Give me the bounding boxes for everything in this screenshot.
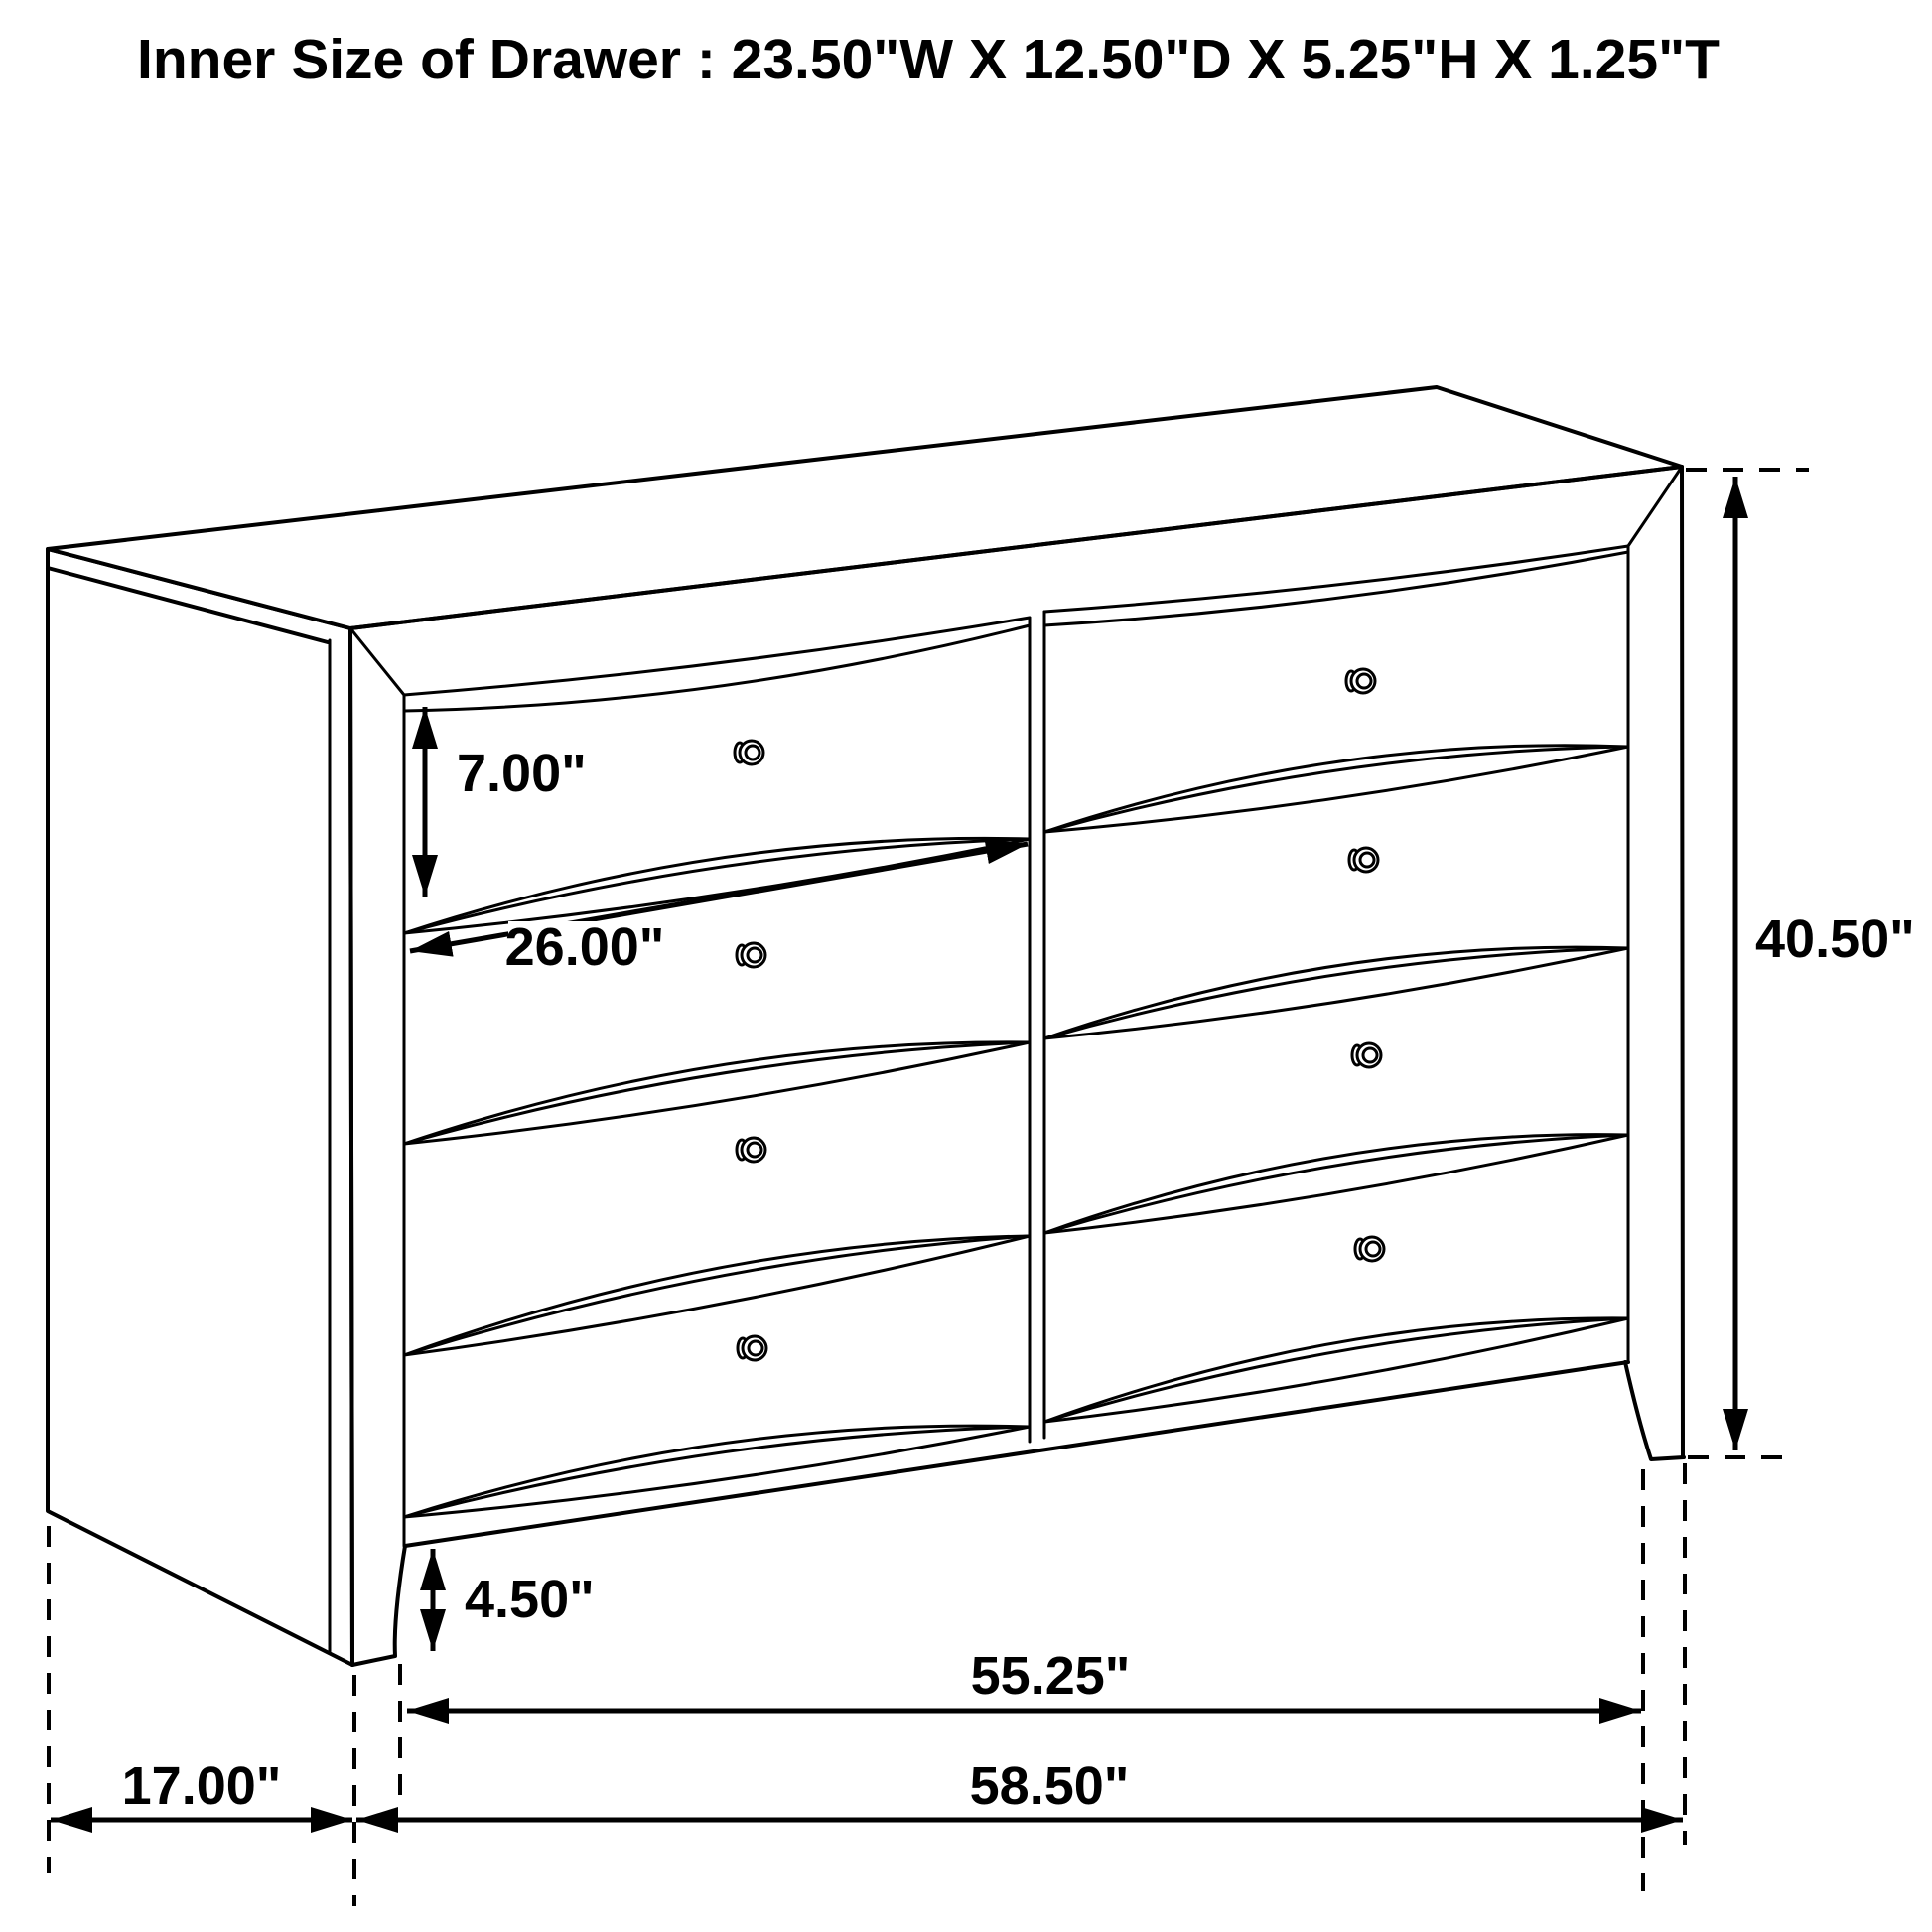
front-right-foot [1625,1362,1684,1459]
bevel-top-left [350,628,404,695]
right-col-divider2-inner-arc [1044,948,1628,1038]
bevel-top-right [1628,467,1682,546]
knob-icon [737,1138,765,1162]
right-col-divider3-upper-arc [1044,1135,1628,1233]
dresser-top-face [48,387,1682,628]
left-col-bottom-inner-arc [404,1427,1030,1517]
right-col-row1-top-inner-edge [1044,552,1628,625]
left-col-divider2-inner-arc [404,1042,1030,1144]
dim-overall-height [1686,470,1915,1457]
front-frame-left-edge [350,628,352,1665]
left-col-row1-top-edge [404,618,1030,695]
knob-icon [1352,1043,1381,1067]
dim-front-width [400,1469,1643,1891]
left-col-row1-top-inner-edge [404,625,1030,711]
page-title: Inner Size of Drawer : 23.50"W X 12.50"D X 5.25"H X 1.25"T [137,28,1720,91]
right-col-divider1-upper-arc [1044,746,1628,832]
knob-icon [1349,848,1378,872]
right-col-divider3-lower-arc [1044,1135,1628,1233]
left-col-bottom-lower-arc [404,1427,1030,1517]
right-col-divider1-lower-arc [1044,747,1628,832]
dim-drawer-width-label: 26.00" [504,917,665,977]
left-col-divider2-lower-arc [404,1042,1030,1144]
right-col-divider2-lower-arc [1044,948,1628,1038]
left-col-bottom-upper-arc [404,1426,1030,1517]
dim-depth-label: 17.00" [121,1756,282,1816]
left-col-divider1-upper-arc [404,838,1030,933]
dresser-drawing [48,387,1684,1665]
right-col-divider2-upper-arc [1044,947,1628,1038]
right-col-row1-top-edge [1044,546,1628,612]
front-frame-bottom-edge [405,1362,1628,1546]
knob-icon [1355,1237,1384,1261]
knob-icon [1346,669,1375,693]
front-frame-right-edge [1682,467,1683,1457]
dim-drawer-width-arrow [410,844,1028,951]
dresser-left-panel [48,549,352,1665]
dim-foot-height [433,1549,595,1651]
dim-overall-width-label: 58.50" [969,1756,1130,1816]
dim-front-width-label: 55.25" [970,1646,1131,1706]
left-col-divider1-inner-arc [404,839,1030,933]
right-col-divider3-inner-arc [1044,1135,1628,1233]
knob-icon [738,1336,766,1360]
left-col-divider2-upper-arc [404,1042,1030,1144]
knob-icon [737,943,765,967]
dim-drawer-height-label: 7.00" [457,744,587,803]
left-col-divider3-inner-arc [404,1236,1030,1355]
left-col-divider3-upper-arc [404,1236,1030,1355]
left-col-divider1-lower-arc [404,839,1030,933]
knob-icon [735,741,763,764]
left-col-divider3-lower-arc [404,1236,1030,1355]
dim-foot-height-label: 4.50" [465,1570,595,1629]
front-left-foot [352,1546,405,1665]
right-col-divider1-inner-arc [1044,747,1628,832]
dim-drawer-width [410,844,1028,977]
drawer-column-right [1044,546,1628,1422]
dim-overall-height-label: 40.50" [1755,909,1915,969]
dim-drawer-height [425,707,587,897]
